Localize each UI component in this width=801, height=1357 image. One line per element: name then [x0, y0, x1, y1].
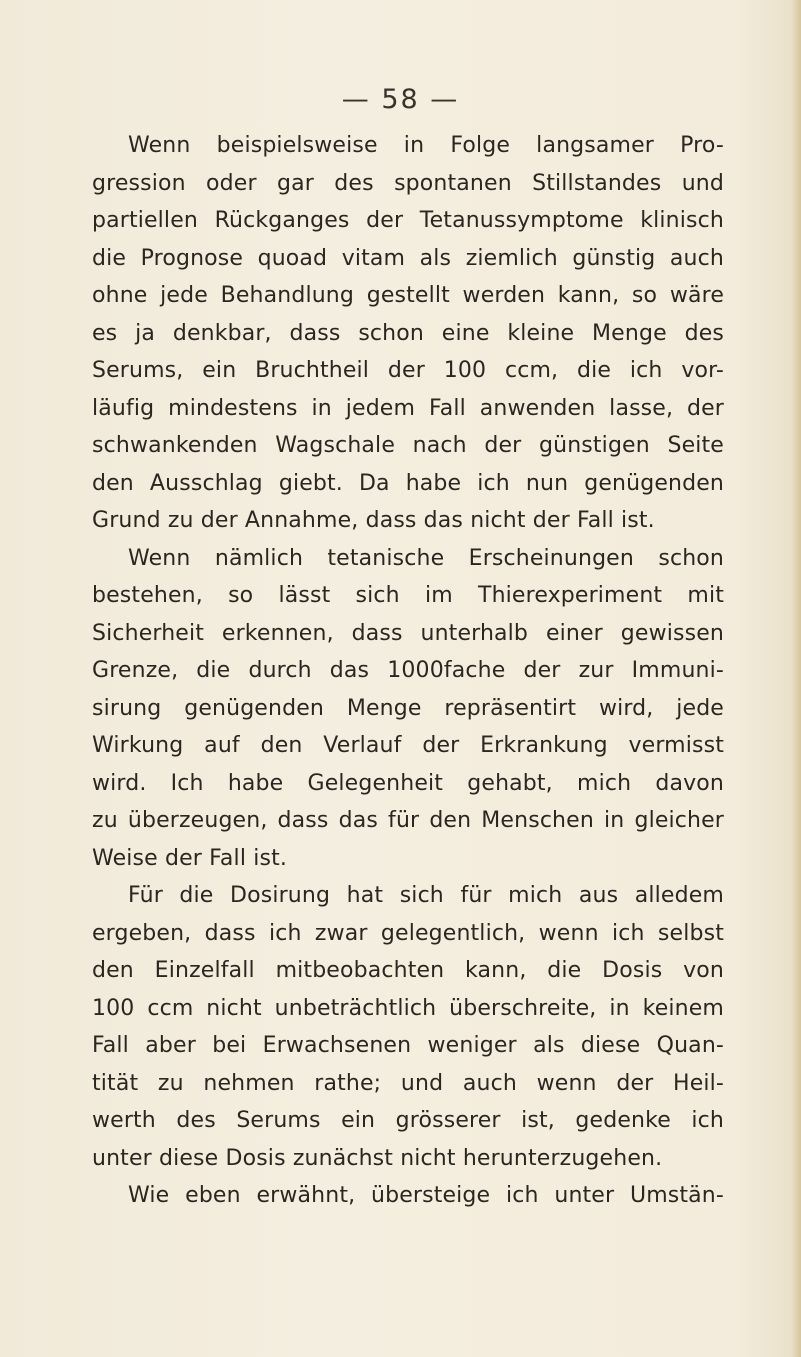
text-line: gression oder gar des spontanen Stillstandes und: [92, 170, 724, 196]
page-edge-shadow: [791, 0, 801, 1357]
text-line: Grenze, die durch das 1000fache der zur Immuni-: [92, 658, 724, 683]
text-line: Wie eben erwähnt, übersteige ich unter Umstän-: [128, 1183, 724, 1208]
text-line: wird. Ich habe Gelegenheit gehabt, mich davon: [92, 770, 724, 796]
text-line: es ja denkbar, dass schon eine kleine Menge des: [92, 320, 724, 346]
text-line: zu überzeugen, dass das für den Menschen in gleicher: [92, 808, 724, 833]
text-line: tität zu nehmen rathe; und auch wenn der Heil-: [92, 1070, 724, 1096]
text-line: den Ausschlag giebt. Da habe ich nun genügenden: [92, 470, 724, 496]
text-line: Fall aber bei Erwachsenen weniger als diese Quan-: [92, 1033, 724, 1058]
text-line: Für die Dosirung hat sich für mich aus alledem: [128, 883, 724, 908]
text-line: 100 ccm nicht unbeträchtlich überschreite, in keinem: [92, 995, 724, 1021]
text-line: ohne jede Behandlung gestellt werden kann, so wäre: [92, 283, 724, 308]
text-line: die Prognose quoad vitam als ziemlich günstig auch: [92, 245, 724, 271]
text-line: sirung genügenden Menge repräsentirt wird, jede: [92, 695, 724, 721]
text-line: Wenn nämlich tetanische Erscheinungen schon: [128, 545, 724, 571]
text-line: Serums, ein Bruchtheil der 100 ccm, die ich vor-: [92, 358, 724, 383]
page-number: — 58 —: [341, 84, 460, 115]
text-line: Wirkung auf den Verlauf der Erkrankung vermisst: [92, 733, 724, 758]
text-line: Grund zu der Annahme, dass das nicht der Fall ist.: [92, 508, 655, 533]
text-line: schwankenden Wagschale nach der günstigen Seite: [92, 433, 724, 458]
body-text: [92, 127, 724, 1215]
text-line: bestehen, so lässt sich im Thierexperiment mit: [92, 583, 724, 608]
text-line: läufig mindestens in jedem Fall anwenden lasse, der: [92, 395, 724, 421]
text-line: Wenn beispielsweise in Folge langsamer Pro-: [128, 133, 724, 158]
text-line: Sicherheit erkennen, dass unterhalb einer gewissen: [92, 620, 724, 646]
text-line: partiellen Rückganges der Tetanussymptome klinisch: [92, 208, 724, 233]
text-line: ergeben, dass ich zwar gelegentlich, wenn ich selbst: [92, 920, 724, 946]
text-line: Weise der Fall ist.: [92, 845, 288, 871]
text-line: unter diese Dosis zunächst nicht herunterzugehen.: [92, 1145, 663, 1171]
text-line: den Einzelfall mitbeobachten kann, die Dosis von: [92, 958, 724, 983]
text-line: werth des Serums ein grösserer ist, gedenke ich: [92, 1108, 724, 1133]
